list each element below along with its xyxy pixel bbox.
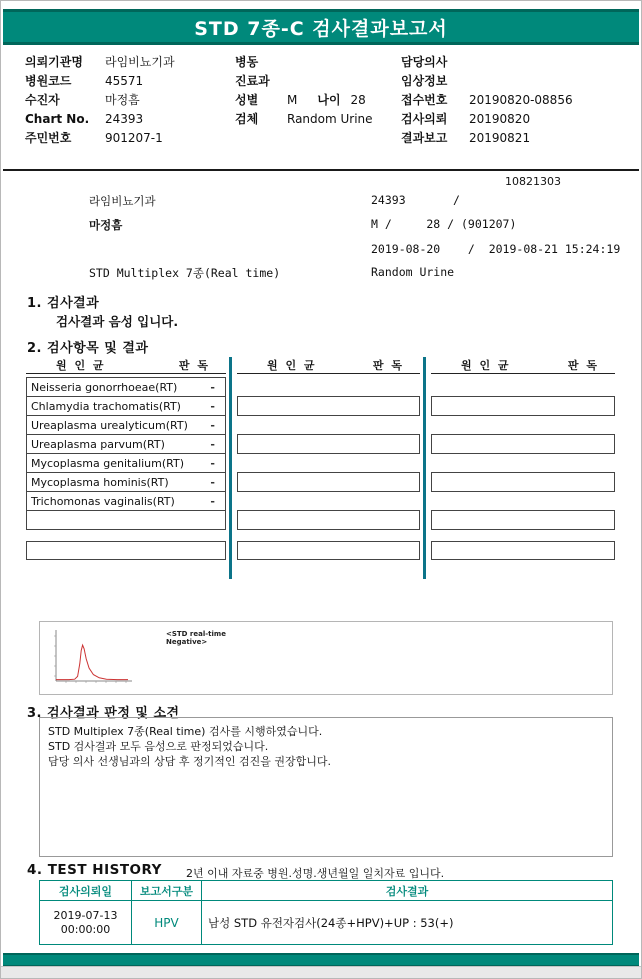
result-slot — [237, 434, 420, 454]
report-title: STD 7종-C 검사결과보고서 — [194, 17, 448, 40]
result-slot — [237, 396, 420, 416]
info-value: 28 — [350, 93, 366, 107]
meta-test-name: STD Multiplex 7종(Real time) — [89, 266, 281, 280]
info-value: 20190820 — [469, 112, 531, 126]
info-row — [25, 72, 230, 91]
info-row — [401, 110, 631, 129]
organism-row — [26, 415, 226, 435]
result-table-header — [26, 357, 226, 374]
organism-column-header: 원 인 균 — [267, 359, 317, 372]
info-label: 나이 — [317, 93, 341, 107]
mini-chart-label — [166, 630, 226, 646]
result-slot — [237, 541, 420, 560]
organism-name: Neisseria gonorrhoeae(RT) — [31, 380, 178, 394]
result-slot — [237, 510, 420, 530]
result-table-header — [431, 357, 615, 374]
result-column-header: 판 독 — [178, 359, 210, 372]
history-header-cell: 검사의뢰일 — [40, 881, 132, 901]
info-label: 결과보고 — [401, 131, 448, 145]
plot-ticks — [54, 636, 126, 683]
info-row — [235, 72, 400, 91]
organism-result: - — [210, 456, 215, 470]
result-table-group-1 — [26, 357, 226, 569]
result-slot — [26, 541, 226, 560]
info-row — [235, 53, 400, 72]
info-value: 라임비뇨기과 — [105, 55, 175, 69]
organism-result: - — [210, 475, 215, 489]
plot-axes — [56, 630, 132, 681]
organism-result: - — [210, 437, 215, 451]
info-row — [25, 129, 230, 148]
result-slots — [431, 377, 615, 567]
amplification-curve — [56, 645, 128, 680]
history-report-type: HPV — [132, 901, 202, 945]
info-value: 24393 — [105, 112, 144, 126]
realtime-pcr-plot — [44, 626, 176, 692]
organism-result: - — [210, 399, 215, 413]
info-value: 마정흠 — [105, 93, 140, 107]
history-header-cell: 검사결과 — [202, 881, 613, 901]
mini-chart-label-line2: Negative> — [166, 638, 208, 646]
meta-dates: 2019-08-20 / 2019-08-21 15:24:19 — [371, 242, 621, 256]
organism-name: Trichomonas vaginalis(RT) — [31, 494, 175, 508]
info-row — [25, 110, 230, 129]
info-row — [235, 110, 400, 129]
history-result: 남성 STD 유전자검사(24종+HPV)+UP : 53(+) — [202, 901, 613, 945]
result-column-header: 판 독 — [372, 359, 404, 372]
organism-column-header: 원 인 균 — [461, 359, 511, 372]
section1-result-text: 검사결과 음성 입니다. — [56, 314, 179, 329]
result-slot — [431, 434, 615, 454]
info-label: 검사의뢰 — [401, 112, 448, 126]
info-label: 수진자 — [25, 93, 60, 107]
organism-result: - — [210, 494, 215, 508]
info-label: 진료과 — [235, 74, 270, 88]
footer-bar — [3, 953, 639, 967]
organism-row — [26, 377, 226, 397]
meta-specimen: Random Urine — [371, 265, 455, 279]
organism-column-header: 원 인 균 — [56, 359, 106, 372]
history-header-cell: 보고서구분 — [132, 881, 202, 901]
info-row — [25, 53, 230, 72]
organism-name: Mycoplasma genitalium(RT) — [31, 456, 185, 470]
organism-result: - — [210, 418, 215, 432]
info-column-middle — [235, 53, 400, 129]
header-divider-line — [3, 169, 639, 171]
info-label: 의뢰기관명 — [25, 55, 83, 69]
meta-chart-slash: / — [453, 193, 460, 207]
history-note: 2년 이내 자료중 병원.성명.생년월일 일치자료 입니다. — [186, 867, 445, 880]
report-title-bar — [3, 9, 639, 45]
result-slots — [26, 377, 226, 567]
info-row — [401, 91, 631, 110]
opinion-line: 담당 의사 선생님과의 상담 후 정기적인 검진을 권장합니다. — [48, 755, 331, 768]
result-table-group-2 — [237, 357, 420, 569]
mini-chart-box — [39, 621, 613, 695]
opinion-line: STD 검사결과 모두 음성으로 판정되었습니다. — [48, 740, 269, 753]
organism-result: - — [210, 380, 215, 394]
result-table-group-3 — [431, 357, 615, 569]
info-value: 20190821 — [469, 131, 531, 145]
organism-name: Chlamydia trachomatis(RT) — [31, 399, 181, 413]
test-history-table — [39, 880, 613, 945]
history-row — [40, 901, 613, 945]
section1-heading: 1. 검사결과 — [27, 296, 100, 311]
table-divider-2 — [423, 357, 426, 579]
document-number: 10821303 — [505, 175, 561, 188]
info-value: 45571 — [105, 74, 144, 88]
footer-strip — [1, 966, 641, 978]
organism-row — [26, 491, 226, 511]
info-row — [401, 53, 631, 72]
section2-heading: 2. 검사항목 및 결과 — [27, 341, 149, 356]
result-slot — [431, 396, 615, 416]
info-value: Random Urine — [287, 112, 373, 126]
info-value: 20190820-08856 — [469, 93, 573, 107]
result-column-header: 판 독 — [567, 359, 599, 372]
organism-row — [26, 434, 226, 454]
result-slots — [237, 377, 420, 567]
info-column-left — [25, 53, 230, 148]
result-table-header — [237, 357, 420, 374]
result-slot — [237, 472, 420, 492]
result-slot — [431, 472, 615, 492]
info-label: 검체 — [235, 112, 259, 126]
info-label: Chart No. — [25, 112, 90, 126]
opinion-line: STD Multiplex 7종(Real time) 검사를 시행하였습니다. — [48, 725, 323, 738]
section4-heading: 4. TEST HISTORY — [27, 862, 162, 878]
meta-patient-name: 마정흠 — [89, 218, 123, 232]
info-label: 임상정보 — [401, 74, 448, 88]
meta-sex-age: M / 28 / (901207) — [371, 217, 517, 231]
organism-row — [26, 453, 226, 473]
organism-row — [26, 396, 226, 416]
info-row — [401, 72, 631, 91]
info-value: M — [287, 93, 298, 107]
meta-hospital: 라임비뇨기과 — [89, 194, 156, 208]
info-label: 성별 — [235, 93, 259, 107]
info-label: 담당의사 — [401, 55, 448, 69]
section3-heading: 3. 검사결과 판정 및 소견 — [27, 706, 180, 721]
info-row — [25, 91, 230, 110]
result-slot — [431, 510, 615, 530]
history-header-row — [40, 881, 613, 901]
info-label: 병원코드 — [25, 74, 72, 88]
info-row — [235, 91, 400, 110]
info-value: 901207-1 — [105, 131, 163, 145]
table-divider-1 — [229, 357, 232, 579]
info-label: 병동 — [235, 55, 259, 69]
organism-name: Mycoplasma hominis(RT) — [31, 475, 169, 489]
mini-chart-label-line1: <STD real-time — [166, 630, 226, 638]
result-slot — [431, 541, 615, 560]
info-column-right — [401, 53, 631, 148]
organism-row — [26, 472, 226, 492]
organism-name: Ureaplasma parvum(RT) — [31, 437, 165, 451]
opinion-box — [39, 717, 613, 857]
meta-chart-no: 24393 — [371, 193, 406, 207]
history-request-date: 2019-07-13 00:00:00 — [40, 901, 132, 945]
info-label: 주민번호 — [25, 131, 72, 145]
info-row — [401, 129, 631, 148]
organism-name: Ureaplasma urealyticum(RT) — [31, 418, 188, 432]
result-slot — [26, 510, 226, 530]
info-label: 접수번호 — [401, 93, 448, 107]
